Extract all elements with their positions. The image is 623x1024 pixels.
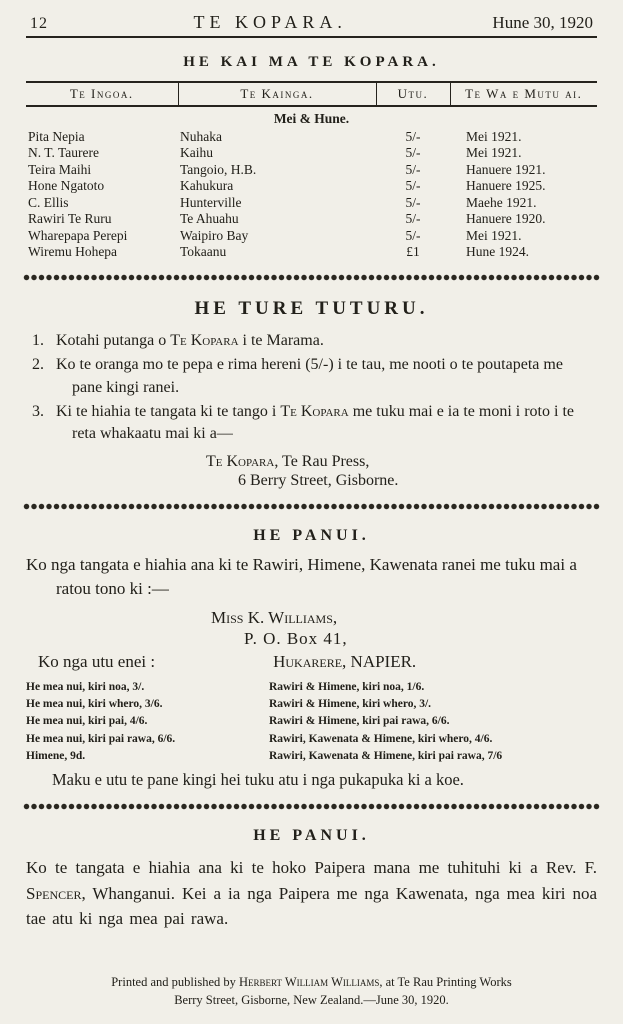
imprint-footer	[26, 973, 597, 1013]
cell-expiry: Mei 1921.	[466, 227, 522, 243]
cell-name: C. Ellis	[28, 194, 69, 210]
cell-expiry: Mei 1921.	[466, 129, 522, 144]
addressee-box: P. O. Box 41,	[244, 628, 348, 648]
ornamental-divider	[22, 273, 601, 282]
cell-name: Teira Maihi	[28, 161, 92, 177]
cell-name: N. T. Taurere	[28, 145, 100, 161]
price-item: Rawiri, Kawenata & Himene, kiri whero, 4/6.	[269, 732, 493, 745]
smallcaps-text: Herbert William Williams	[239, 974, 380, 989]
subscription-table	[26, 81, 597, 261]
price-item: Rawiri & Himene, kiri whero, 3/.	[269, 698, 432, 711]
price-list-label: Ko nga utu enei :	[38, 651, 156, 671]
cell-expiry: Maehe 1921.	[466, 194, 537, 210]
cell-place: Te Ahuahu	[180, 211, 239, 227]
cell-place: Kahukura	[180, 178, 234, 194]
price-item: He mea nui, kiri pai, 4/6.	[26, 715, 148, 728]
panui-intro: Ko nga tangata e hiahia ana ki te Rawiri, Himene, Kawenata ranei me tuku mai a ratou tono ki :—	[26, 554, 577, 599]
cell-place: Nuhaka	[180, 129, 222, 144]
item-text	[56, 330, 597, 352]
imprint-line1	[26, 973, 597, 992]
ornamental-divider	[22, 502, 601, 511]
price-list-right	[269, 679, 597, 765]
section-heading-kai: HE KAI MA TE KOPARA.	[183, 54, 440, 70]
list-item	[32, 401, 597, 446]
item-text-part: Ko te oranga mo te pepa e rima hereni (5/-) i te tau, me nooti o te poutapeta me pane kingi ranei.	[56, 356, 563, 396]
ornamental-divider	[22, 802, 601, 811]
smallcaps-text: Te Kopara	[280, 402, 349, 420]
cell-price: £1	[406, 244, 420, 260]
column-header-mutu: Te Wa e Mutu ai.	[450, 82, 597, 106]
cell-expiry: Hanuere 1921.	[466, 161, 546, 177]
rules-list	[32, 330, 597, 448]
address-text: , Te Rau Press,	[274, 452, 370, 470]
imprint-part: Printed and published by	[111, 974, 239, 989]
price-item: Rawiri & Himene, kiri noa, 1/6.	[269, 680, 425, 693]
table-row	[26, 195, 597, 211]
column-header-kainga: Te Kainga.	[178, 82, 376, 106]
item-text	[56, 401, 597, 446]
section-heading-ture: HE TURE TUTURU.	[194, 297, 429, 319]
section-heading-panui-1: HE PANUI.	[253, 526, 370, 544]
addressee-place: Hukarere, NAPIER.	[273, 651, 417, 671]
issue-date: Hune 30, 1920	[492, 13, 593, 32]
imprint-line2: Berry Street, Gisborne, New Zealand.—June 30, 1920.	[174, 993, 449, 1008]
publisher-address-line2: 6 Berry Street, Gisborne.	[238, 471, 399, 489]
cell-expiry: Mei 1921.	[466, 145, 522, 161]
cell-expiry: Hanuere 1925.	[466, 178, 546, 194]
column-header-ingoa: Te Ingoa.	[26, 82, 178, 106]
price-item: Rawiri & Himene, kiri pai rawa, 6/6.	[269, 715, 450, 728]
table-row	[26, 244, 597, 260]
table-subheading-row	[26, 106, 597, 129]
table-row	[26, 162, 597, 178]
cell-name: Wharepapa Perepi	[28, 227, 128, 243]
cell-place: Waipiro Bay	[180, 227, 249, 243]
cell-price: 5/-	[405, 211, 421, 227]
price-item: Rawiri, Kawenata & Himene, kiri pai rawa, 7/6	[269, 749, 503, 762]
cell-name: Pita Nepia	[28, 129, 85, 144]
page-number: 12	[30, 15, 48, 32]
cell-place: Tangoio, H.B.	[180, 161, 257, 177]
cell-place: Hunterville	[180, 194, 242, 210]
item-text-part: Ki te hiahia te tangata ki te tango i	[56, 402, 281, 420]
cell-price: 5/-	[405, 145, 421, 161]
table-row	[26, 129, 597, 145]
item-number: 1.	[32, 331, 44, 349]
table-row	[26, 178, 597, 194]
cell-price: 5/-	[405, 194, 421, 210]
price-label-line	[26, 652, 597, 672]
cell-place: Tokaanu	[180, 244, 227, 260]
price-item: He mea nui, kiri pai rawa, 6/6.	[26, 732, 176, 745]
publisher-address-line1	[206, 453, 597, 471]
imprint-part: , at Te Rau Printing Works	[379, 974, 512, 989]
price-item: He mea nui, kiri noa, 3/.	[26, 680, 145, 693]
item-text	[56, 354, 597, 399]
smallcaps-text: Te Kopara	[170, 331, 239, 349]
item-number: 2.	[32, 356, 44, 374]
list-item	[32, 330, 597, 352]
column-header-utu: Utu.	[376, 82, 450, 106]
item-number: 3.	[32, 402, 44, 420]
price-item: He mea nui, kiri whero, 3/6.	[26, 698, 163, 711]
cell-place: Kaihu	[180, 145, 213, 161]
price-item: Himene, 9d.	[26, 749, 86, 762]
item-text-part: me tuku mai e ia te moni i roto i te reta whakaatu mai ki a—	[72, 402, 574, 443]
price-list-left	[26, 679, 269, 765]
cell-name: Rawiri Te Ruru	[28, 211, 112, 227]
table-subheading: Mei & Hune.	[273, 111, 350, 126]
cell-price: 5/-	[405, 178, 421, 194]
cell-name: Hone Ngatoto	[28, 178, 105, 194]
table-row	[26, 228, 597, 244]
cell-name: Wiremu Hohepa	[28, 244, 118, 260]
panui-2-paragraph	[26, 855, 597, 932]
table-row	[26, 145, 597, 161]
section-heading-panui-2: HE PANUI.	[253, 827, 370, 845]
item-text-part: i te Marama.	[238, 331, 324, 349]
smallcaps-text: Te Kopara	[206, 452, 275, 470]
panui-closing: Maku e utu te pane kingi hei tuku atu i nga pukapuka ki a koe.	[52, 770, 464, 790]
addressee-name: Miss K. Williams,	[211, 607, 338, 627]
publication-title: TE KOPARA.	[193, 12, 347, 32]
cell-price: 5/-	[405, 129, 421, 144]
table-row	[26, 211, 597, 227]
smallcaps-text: Spencer	[26, 883, 82, 903]
cell-price: 5/-	[405, 161, 421, 177]
item-text-part: Kotahi putanga o	[56, 331, 171, 349]
table-header-row	[26, 82, 597, 106]
paragraph-part: Ko te tangata e hiahia ana ki te hoko Paipera mana me tuhituhi ki a Rev. F.	[26, 858, 597, 878]
masthead	[26, 12, 597, 38]
price-lists	[26, 679, 597, 765]
cell-expiry: Hanuere 1920.	[466, 211, 546, 227]
cell-price: 5/-	[405, 227, 421, 243]
cell-expiry: Hune 1924.	[466, 244, 529, 260]
paragraph-part: , Whanganui. Kei a ia nga Paipera me nga Kawenata, nga mea kiri noa tae atu ki nga mea pai rawa.	[26, 883, 597, 929]
list-item	[32, 354, 597, 399]
